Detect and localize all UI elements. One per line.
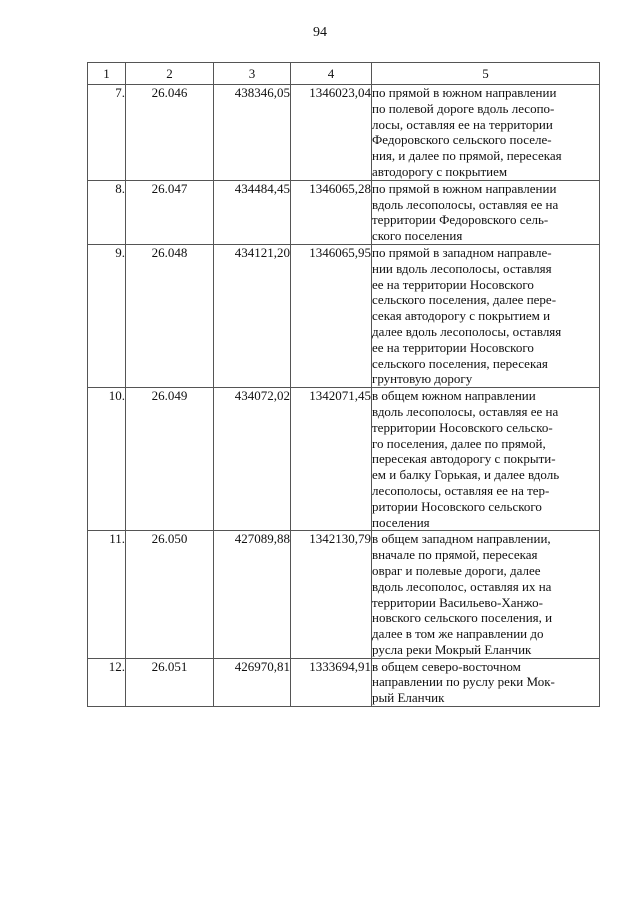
point-code: 26.049 (126, 388, 214, 531)
header-col-2: 2 (126, 63, 214, 85)
table-row (88, 388, 600, 531)
description-line: ее на территории Носовского (372, 276, 534, 292)
coordinate-x: 427089,88 (214, 531, 291, 658)
description-line: го поселения, далее по прямой, (372, 435, 546, 451)
description-line: новского сельского поселения, и (372, 610, 553, 626)
description-line: Федоровского сельского поселе- (372, 132, 552, 148)
description-line: по прямой в южном направлении (372, 85, 557, 100)
description-line: вдоль лесополосы, оставляя ее на (372, 196, 559, 212)
description-line: территории Васильево-Ханжо- (372, 594, 543, 610)
description-line: лесополосы, оставляя ее на тер- (372, 482, 550, 498)
description-line: вдоль лесополос, оставляя их на (372, 578, 552, 594)
description-line: поселения (372, 514, 430, 530)
page-number: 94 (313, 25, 327, 40)
description-line: направлении по руслу реки Мок- (372, 674, 555, 690)
description-line: территории Федоровского сель- (372, 212, 549, 228)
description-line: вдоль лесополосы, оставляя ее на (372, 403, 559, 419)
coordinate-y: 1333694,91 (291, 658, 372, 706)
boundary-description (372, 531, 600, 658)
row-number: 10. (88, 388, 126, 531)
description-line: территории Носовского сельско- (372, 419, 553, 435)
point-code: 26.046 (126, 85, 214, 181)
description-line: ритории Носовского сельского (372, 498, 542, 514)
description-line: далее вдоль лесополосы, оставляя (372, 323, 562, 339)
description-line: в общем северо-восточном (372, 658, 521, 674)
description-line: пересекая автодорогу с покрыти- (372, 451, 556, 467)
header-row (88, 63, 600, 85)
description-line: по прямой в южном направлении (372, 180, 557, 196)
coordinate-x: 434121,20 (214, 244, 291, 387)
description-line: далее в том же направлении до (372, 626, 544, 642)
boundary-description (372, 388, 600, 531)
row-number: 11. (88, 531, 126, 658)
description-line: русла реки Мокрый Еланчик (372, 641, 532, 657)
coordinate-y: 1342071,45 (291, 388, 372, 531)
coordinate-y: 1346065,28 (291, 180, 372, 244)
header-col-4: 4 (291, 63, 372, 85)
coordinate-x: 434484,45 (214, 180, 291, 244)
description-line: в общем западном направлении, (372, 531, 551, 547)
boundary-description (372, 85, 600, 181)
row-number: 12. (88, 658, 126, 706)
coordinate-x: 434072,02 (214, 388, 291, 531)
description-line: лосы, оставляя ее на территории (372, 116, 553, 132)
header-col-3: 3 (214, 63, 291, 85)
row-number: 9. (88, 244, 126, 387)
point-code: 26.047 (126, 180, 214, 244)
table-row (88, 658, 600, 706)
description-line: по полевой дороге вдоль лесопо- (372, 100, 555, 116)
table-row (88, 244, 600, 387)
table-row (88, 531, 600, 658)
description-line: ния, и далее по прямой, пересекая (372, 148, 562, 164)
boundary-description (372, 244, 600, 387)
description-line: автодорогу с покрытием (372, 163, 508, 179)
coordinate-x: 438346,05 (214, 85, 291, 181)
description-line: вначале по прямой, пересекая (372, 547, 538, 563)
row-number: 8. (88, 180, 126, 244)
description-line: секая автодорогу с покрытием и (372, 308, 551, 324)
description-line: ского поселения (372, 228, 463, 244)
table-row (88, 85, 600, 181)
description-line: нии вдоль лесополосы, оставляя (372, 260, 552, 276)
description-line: сельского поселения, пересекая (372, 355, 548, 371)
description-line: ее на территории Носовского (372, 339, 534, 355)
boundary-description (372, 180, 600, 244)
coordinate-y: 1346065,95 (291, 244, 372, 387)
header-col-5: 5 (372, 63, 600, 85)
description-line: в общем южном направлении (372, 388, 536, 404)
boundary-description (372, 658, 600, 706)
table-row (88, 180, 600, 244)
description-line: овраг и полевые дороги, далее (372, 562, 541, 578)
description-line: грунтовую дорогу (372, 371, 473, 387)
point-code: 26.048 (126, 244, 214, 387)
description-line: ем и балку Горькая, и далее вдоль (372, 467, 560, 483)
description-line: по прямой в западном направле- (372, 244, 552, 260)
point-code: 26.050 (126, 531, 214, 658)
point-code: 26.051 (126, 658, 214, 706)
coordinate-y: 1342130,79 (291, 531, 372, 658)
coordinate-x: 426970,81 (214, 658, 291, 706)
coordinate-y: 1346023,04 (291, 85, 372, 181)
description-line: рый Еланчик (372, 690, 445, 706)
boundary-table (87, 62, 600, 707)
header-col-1: 1 (88, 63, 126, 85)
row-number: 7. (88, 85, 126, 181)
description-line: сельского поселения, далее пере- (372, 292, 557, 308)
